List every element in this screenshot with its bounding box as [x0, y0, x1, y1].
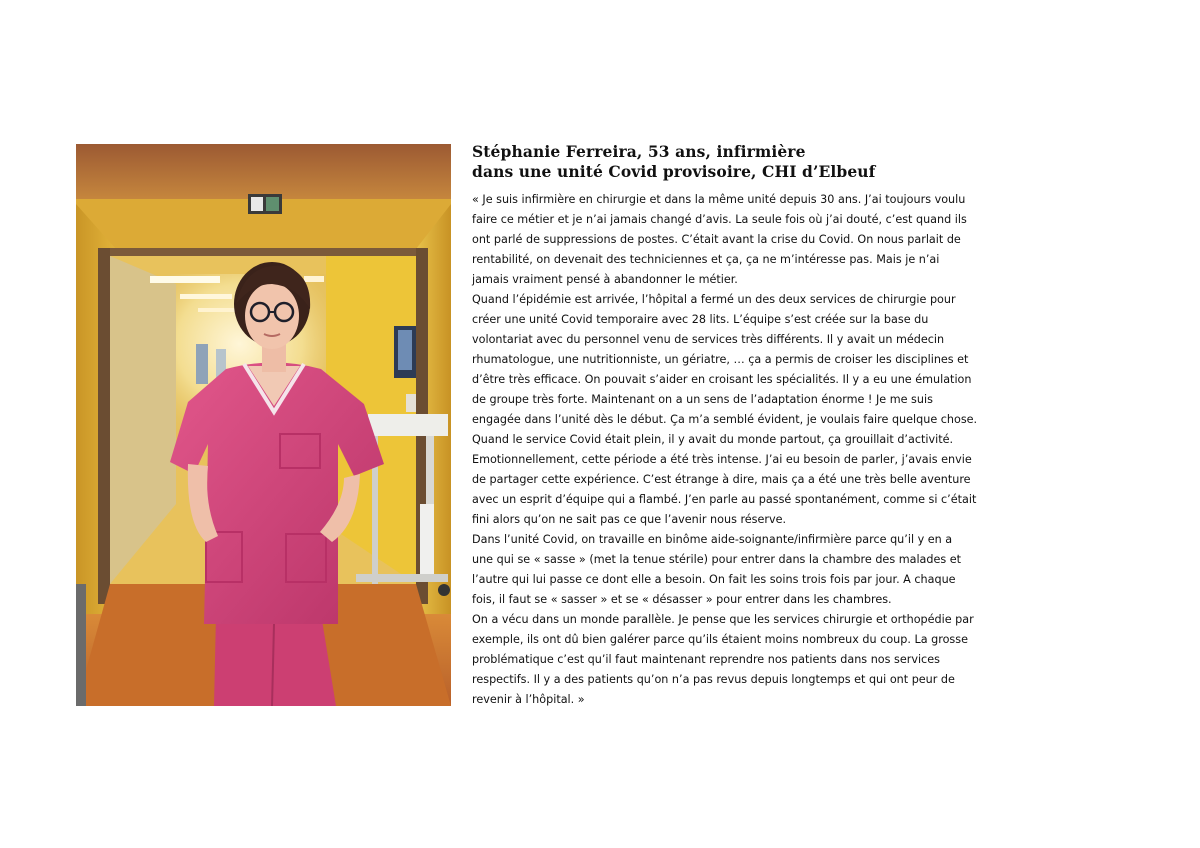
body-line: de groupe très forte. Maintenant on a un sens de l’adaptation énorme ! Je me suis — [472, 393, 933, 406]
title-line: Stéphanie Ferreira, 53 ans, infirmière — [472, 142, 806, 161]
body-line: faire ce métier et je n’ai jamais changé d’avis. La seule fois où j’ai douté, c’est quand ils — [472, 213, 967, 226]
body-line: Quand l’épidémie est arrivée, l’hôpital a fermé un des deux services de chirurgie pour — [472, 293, 956, 306]
body-line: Quand le service Covid était plein, il y avait du monde partout, ça grouillait d’activité. — [472, 433, 954, 446]
body-line: « Je suis infirmière en chirurgie et dans la même unité depuis 30 ans. J’ai toujours voulu — [472, 193, 966, 206]
body-line: une qui se « sasse » (met la tenue stérile) pour entrer dans la chambre des malades et — [472, 553, 962, 566]
body-line: problématique c’est qu’il faut maintenant reprendre nos patients dans nos services — [472, 653, 940, 666]
body-line: exemple, ils ont dû bien galérer parce qu’ils étaient moins nombreux du coup. La grosse — [472, 633, 968, 646]
article — [472, 142, 978, 710]
title-line: dans une unité Covid provisoire, CHI d’Elbeuf — [472, 162, 876, 181]
body-line: créer une unité Covid temporaire avec 28 lits. L’équipe s’est créée sur la base du — [472, 313, 929, 326]
body-line: engagée dans l’unité dès le début. Ça m’a semblé évident, je voulais faire quelque chose. — [472, 413, 978, 426]
body-line: avec un esprit d’équipe qui a flambé. J’en parle au passé spontanément, comme si c’était — [472, 493, 977, 506]
body-line: revenir à l’hôpital. » — [472, 693, 585, 706]
body-line: jamais vraiment pensé à abandonner le métier. — [472, 273, 738, 286]
body-line: Dans l’unité Covid, on travaille en binôme aide-soignante/infirmière parce qu’il y en a — [472, 533, 953, 546]
body-line: de partager cette expérience. C’est étrange à dire, mais ça a été une très belle aventure — [472, 473, 971, 486]
article-body — [472, 190, 978, 710]
body-line: fini alors qu’on ne sait pas ce que l’avenir nous réserve. — [472, 513, 787, 526]
body-line: rhumatologue, une nutritionniste, un gériatre, … ça a permis de croiser les disciplines et — [472, 353, 969, 366]
portrait-illustration — [76, 144, 451, 706]
body-line: rentabilité, on devenait des techniciennes et ça, ça ne m’intéresse pas. Mais je n’ai — [472, 253, 940, 266]
body-line: ont parlé de suppressions de postes. C’était avant la crise du Covid. On nous parlait de — [472, 233, 961, 246]
body-line: l’autre qui lui passe ce dont elle a besoin. On fait les soins trois fois par jour. A chaque — [472, 573, 956, 586]
body-line: fois, il faut se « sasser » et se « désasser » pour entrer dans les chambres. — [472, 593, 892, 606]
article-title — [472, 142, 962, 182]
body-line: respectifs. Il y a des patients qu’on n’a pas revus depuis longtemps et qui ont peur de — [472, 673, 955, 686]
body-line: Emotionnellement, cette période a été très intense. J’ai eu besoin de parler, j’avais envie — [472, 453, 972, 466]
body-line: volontariat avec du personnel venu de services très différents. Il y avait un médecin — [472, 333, 945, 346]
body-line: On a vécu dans un monde parallèle. Je pense que les services chirurgie et orthopédie par — [472, 613, 974, 626]
body-line: d’être très efficace. On pouvait s’aider en croisant les spécialités. Il y a eu une émulation — [472, 373, 972, 386]
portrait-photo — [76, 144, 451, 706]
